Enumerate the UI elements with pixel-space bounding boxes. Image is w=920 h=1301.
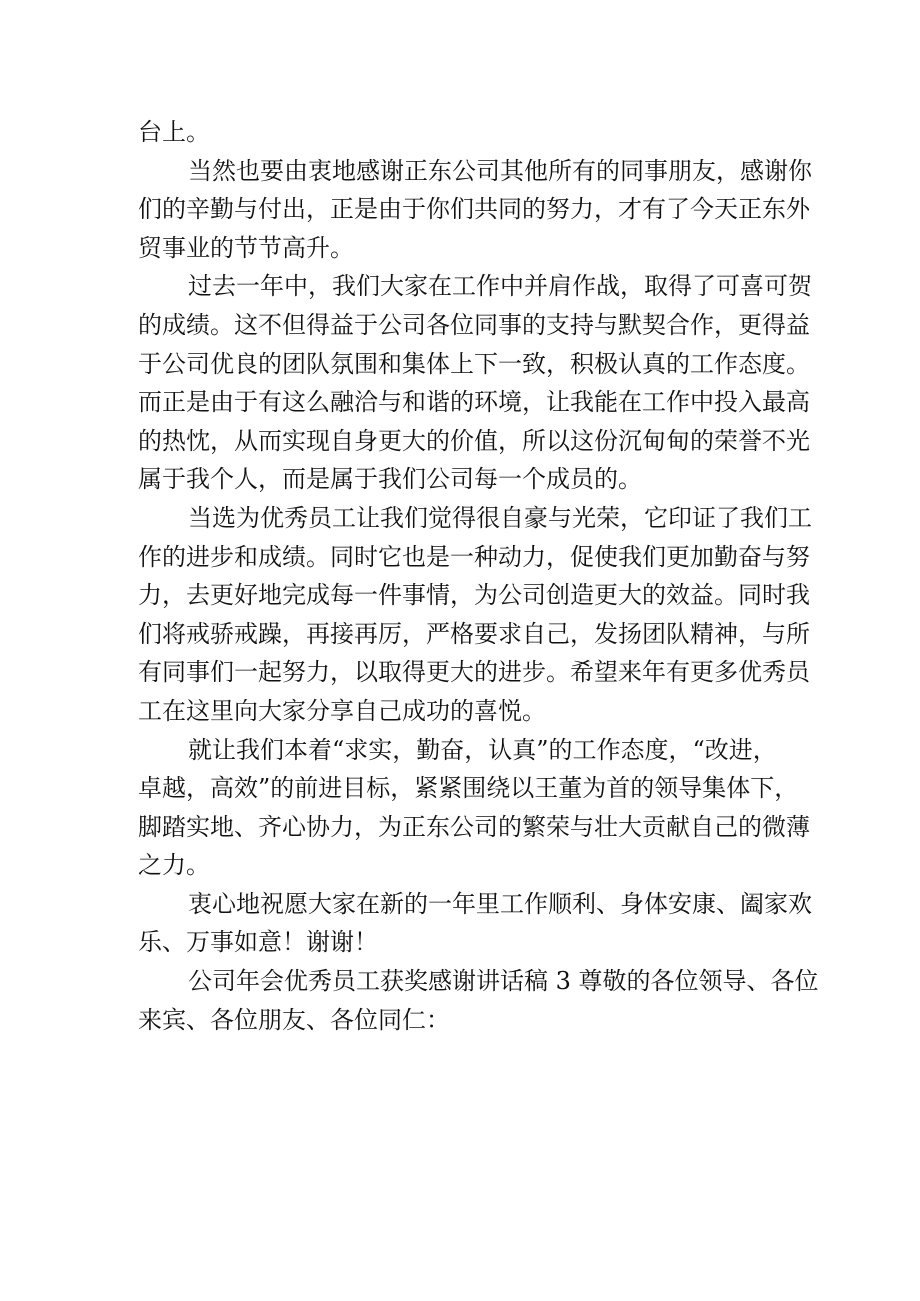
text-line: 过去一年中，我们大家在工作中并肩作战，取得了可喜可贺 xyxy=(188,272,812,301)
text-line: 当然也要由衷地感谢正东公司其他所有的同事朋友，感谢你 xyxy=(188,156,812,185)
text-line: 工在这里向大家分享自己成功的喜悦。 xyxy=(138,696,546,725)
text-line: 们将戒骄戒躁，再接再厉，严格要求自己，发扬团队精神，与所 xyxy=(138,619,810,648)
text-line: 当选为优秀员工让我们觉得很自豪与光荣，它印证了我们工 xyxy=(188,503,812,532)
text-line: 而正是由于有这么融洽与和谐的环境，让我能在工作中投入最高 xyxy=(138,388,810,417)
text-line: 乐、万事如意！谢谢！ xyxy=(138,928,378,957)
paragraph-5 xyxy=(138,731,810,885)
text-line: 贸事业的节节高升。 xyxy=(138,233,354,262)
text-line: 于公司优良的团队氛围和集体上下一致，积极认真的工作态度。 xyxy=(138,349,810,378)
text-line: 的成绩。这不但得益于公司各位同事的支持与默契合作，更得益 xyxy=(138,310,810,339)
text-line: 台上。 xyxy=(138,118,210,146)
text-line: 脚踏实地、齐心协力，为正东公司的繁荣与壮大贡献自己的微薄 xyxy=(138,812,810,841)
text-line: 们的辛勤与付出，正是由于你们共同的努力，才有了今天正东外 xyxy=(138,195,810,224)
text-line: 公司年会优秀员工获奖感谢讲话稿 3 尊敬的各位领导、各位 xyxy=(188,967,819,996)
paragraph-4 xyxy=(138,499,812,731)
text-line: 之力。 xyxy=(138,851,210,880)
text-line: 来宾、各位朋友、各位同仁： xyxy=(138,1005,450,1034)
paragraph-7 xyxy=(138,962,819,1039)
document-body xyxy=(138,113,819,1039)
paragraph-6 xyxy=(138,885,812,962)
text-line: 属于我个人，而是属于我们公司每一个成员的。 xyxy=(138,465,642,494)
text-line: 卓越，高效”的前进目标，紧紧围绕以王董为首的领导集体下， xyxy=(138,774,799,803)
text-line: 作的进步和成绩。同时它也是一种动力，促使我们更加勤奋与努 xyxy=(138,542,810,571)
text-line: 有同事们一起努力，以取得更大的进步。希望来年有更多优秀员 xyxy=(138,658,810,687)
paragraph-1 xyxy=(138,113,798,152)
text-line: 力，去更好地完成每一件事情，为公司创造更大的效益。同时我 xyxy=(138,581,810,610)
text-line: 衷心地祝愿大家在新的一年里工作顺利、身体安康、阖家欢 xyxy=(188,889,812,918)
paragraph-2 xyxy=(138,152,812,268)
paragraph-3 xyxy=(138,267,812,499)
text-line: 就让我们本着“求实，勤奋，认真”的工作态度，“改进， xyxy=(188,735,777,764)
text-line: 的热忱，从而实现自身更大的价值，所以这份沉甸甸的荣誉不光 xyxy=(138,426,810,455)
